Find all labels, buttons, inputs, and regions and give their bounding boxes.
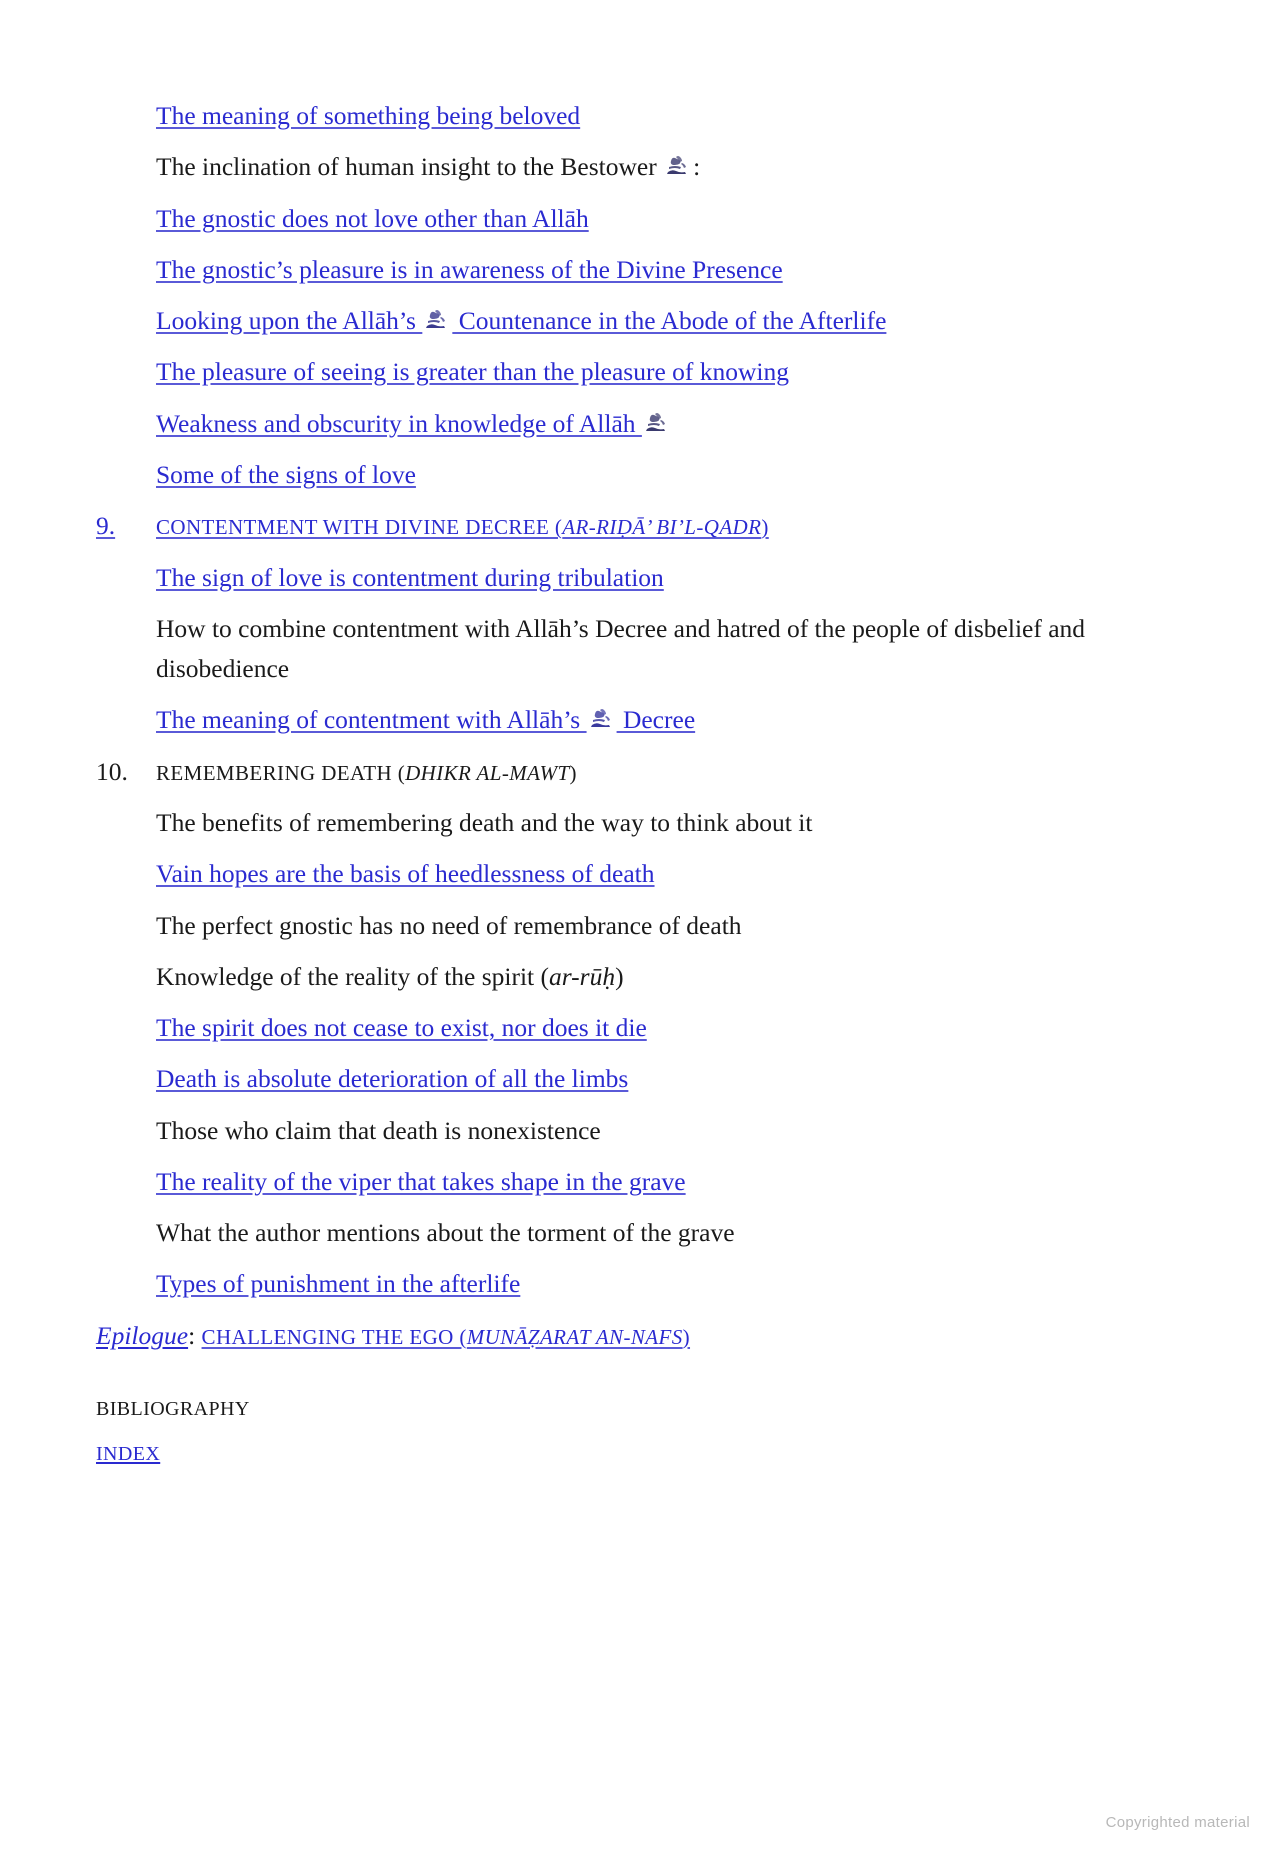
allah-honorific-icon [424,309,450,333]
toc-entry[interactable] [156,1059,1186,1099]
toc-entry-label[interactable]: The spirit does not cease to exist, nor does it die [156,1013,647,1043]
epilogue-title-main: CHALLENGING THE EGO ( [201,1324,467,1349]
epilogue-title-close: ) [682,1324,691,1349]
backmatter-index[interactable] [96,1443,1186,1466]
toc-entry[interactable] [156,96,1186,136]
toc-entry-label[interactable]: The pleasure of seeing is greater than the pleasure of knowing [156,357,790,387]
toc-entry-label[interactable]: The sign of love is contentment during tribulation [156,562,664,592]
toc-entry[interactable] [156,854,1186,894]
toc-entry [156,803,1186,843]
toc-entry[interactable] [156,700,1186,740]
toc-entry [156,1111,1186,1151]
toc-entry[interactable] [156,301,1186,341]
toc-entry [156,1213,1186,1253]
backmatter-label[interactable]: INDEX [96,1443,161,1466]
chapter-title-main: REMEMBERING DEATH ( [156,760,406,785]
chapter-title[interactable] [156,515,769,540]
toc-entry-label[interactable]: The gnostic’s pleasure is in awareness of the Divine Presence [156,254,783,284]
toc-entry-label[interactable]: Vain hopes are the basis of heedlessness of death [156,859,655,889]
toc-entry [156,957,1186,997]
toc-entry[interactable] [156,352,1186,392]
toc-entry-label: Those who claim that death is nonexistence [156,1115,601,1145]
toc-entry [156,147,1186,187]
toc-entry-label[interactable]: Some of the signs of love [156,459,416,489]
toc-entry-label: How to combine contentment with Allāh’s Decree and hatred of the people of disbelief and disobedience [156,613,1086,684]
epilogue-title[interactable] [202,1325,690,1349]
toc-entry-label[interactable]: The gnostic does not love other than Allāh [156,203,589,233]
toc-entry[interactable] [156,404,1186,444]
toc-entry-label: The inclination of human insight to the Bestower [156,152,664,182]
chapter-title [156,761,577,786]
toc-entry-suffix[interactable]: Decree [616,705,696,735]
backmatter-bibliography [96,1398,1186,1421]
toc-chapter-9[interactable] [96,506,1186,546]
toc-epilogue[interactable] [96,1316,1186,1356]
toc-entry-label: Knowledge of the reality of the spirit (ar-rūḥ) [156,961,624,991]
toc-entry-label[interactable]: Looking upon the Allāh’s [156,306,423,336]
backmatter-section [96,1398,1186,1466]
toc-entry-suffix: : [693,152,701,182]
chapter-title-transliteration: DHIKR AL-MAWT [405,760,570,785]
toc-entry-label[interactable]: The reality of the viper that takes shape in the grave [156,1166,686,1196]
copyright-notice: Copyrighted material [1105,1814,1250,1831]
epilogue-separator: : [188,1320,202,1350]
epilogue-title-transliteration: MUNĀẒARAT AN-NAFS [466,1324,683,1349]
toc-entry-label[interactable]: The meaning of contentment with Allāh’s [156,705,587,735]
allah-honorific-icon [589,708,615,732]
toc-entry-label[interactable]: The meaning of something being beloved [156,101,581,130]
toc-entry[interactable] [156,250,1186,290]
chapter-title-close: ) [761,515,769,540]
chapter-title-transliteration: AR-RIḌĀ’ BI’L-QADR [562,515,762,540]
toc-entry-label: The benefits of remembering death and the way to think about it [156,807,813,837]
allah-honorific-icon [665,155,691,179]
table-of-contents [96,96,1186,1488]
toc-entry[interactable] [156,455,1186,495]
chapter-title-close: ) [569,760,577,785]
toc-entry-label: What the author mentions about the torment of the grave [156,1218,735,1248]
toc-entry [156,609,1186,690]
chapter-number[interactable]: 9. [96,511,116,541]
toc-entry-label[interactable]: Death is absolute deterioration of all the limbs [156,1064,629,1094]
toc-entry-label[interactable]: Types of punishment in the afterlife [156,1269,521,1299]
toc-entry[interactable] [156,1264,1186,1304]
toc-entry[interactable] [156,199,1186,239]
toc-entry-suffix[interactable]: Countenance in the Abode of the Afterlife [452,306,887,336]
toc-entry-transliteration: ar-rūḥ [549,961,616,991]
chapter-title-main: CONTENTMENT WITH DIVINE DECREE ( [156,515,563,540]
chapter-number: 10. [96,756,128,786]
toc-entry[interactable] [156,558,1186,598]
toc-entry[interactable] [156,1162,1186,1202]
epilogue-label[interactable]: Epilogue [96,1320,189,1350]
toc-entry [156,906,1186,946]
toc-entry-label: The perfect gnostic has no need of remembrance of death [156,910,742,940]
backmatter-label: BIBLIOGRAPHY [96,1398,250,1421]
toc-entry[interactable] [156,1008,1186,1048]
toc-chapter-10 [96,752,1186,792]
toc-entry-label[interactable]: Weakness and obscurity in knowledge of Allāh [156,408,642,438]
allah-honorific-icon [644,412,670,436]
